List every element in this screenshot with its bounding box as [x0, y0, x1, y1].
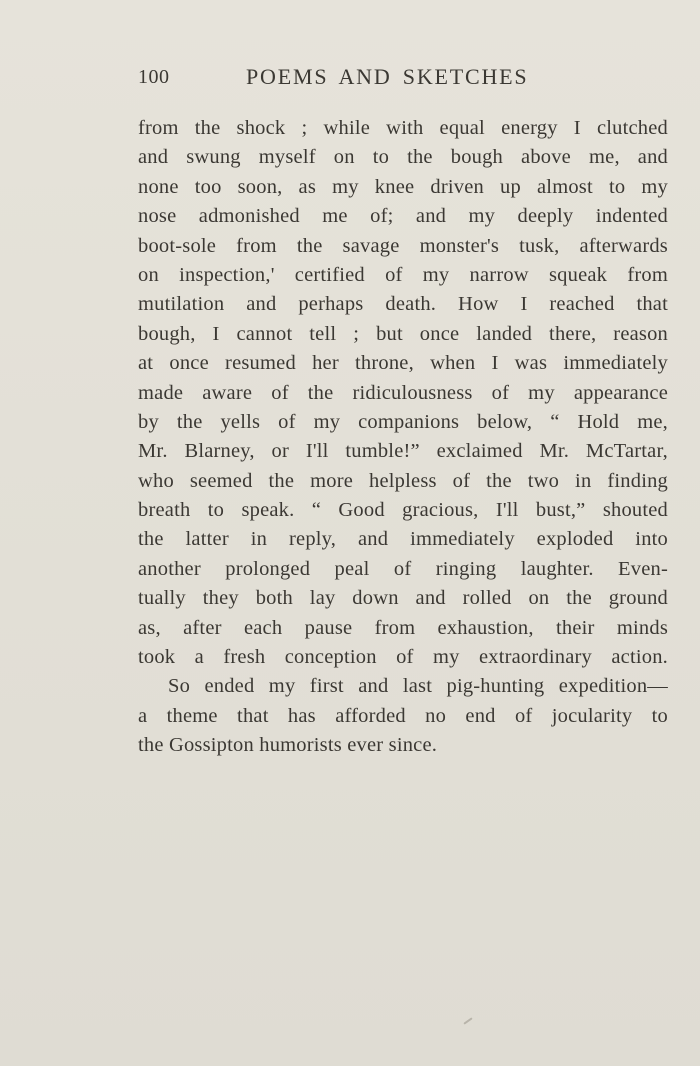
text-line: took a fresh conception of my extraordinary action.: [138, 646, 668, 669]
paragraph-end-line: the Gossipton humorists ever since.: [138, 734, 438, 757]
text-line: by the yells of my companions below, “ Hold me,: [138, 410, 668, 433]
text-line: boot-sole from the savage monster's tusk, afterwards: [138, 234, 668, 257]
text-line: from the shock ; while with equal energy I clutched: [138, 117, 668, 139]
text-line: a theme that has afforded no end of jocularity to: [138, 704, 668, 727]
text-line: on inspection,' certified of my narrow squeak from: [138, 263, 668, 286]
text-line: made aware of the ridiculousness of my appearance: [138, 381, 668, 404]
paragraph-start-line: So ended my first and last pig-hunting expedition—: [168, 675, 668, 698]
body-text: [138, 114, 668, 761]
text-line: and swung myself on to the bough above me, and: [138, 146, 668, 169]
text-line: mutilation and perhaps death. How I reached that: [138, 293, 668, 316]
page-number: 100: [138, 66, 170, 88]
text-line: another prolonged peal of ringing laughter. Even-: [138, 557, 668, 580]
text-line: Mr. Blarney, or I'll tumble!” exclaimed Mr. McTartar,: [138, 440, 668, 463]
text-line: tually they both lay down and rolled on the ground: [138, 587, 668, 610]
text-line: bough, I cannot tell ; but once landed there, reason: [138, 322, 668, 345]
paper-speck: [463, 1017, 472, 1024]
text-line: none too soon, as my knee driven up almost to my: [138, 175, 668, 198]
running-head: [138, 64, 668, 96]
text-line: at once resumed her throne, when I was immediately: [138, 352, 668, 375]
text-line: breath to speak. “ Good gracious, I'll bust,” shouted: [138, 499, 668, 522]
running-title: POEMS AND SKETCHES: [246, 64, 529, 89]
text-line: who seemed the more helpless of the two in finding: [138, 469, 668, 492]
text-line: as, after each pause from exhaustion, their minds: [138, 616, 668, 639]
text-line: nose admonished me of; and my deeply indented: [138, 205, 668, 228]
text-line: the latter in reply, and immediately exploded into: [138, 528, 668, 551]
